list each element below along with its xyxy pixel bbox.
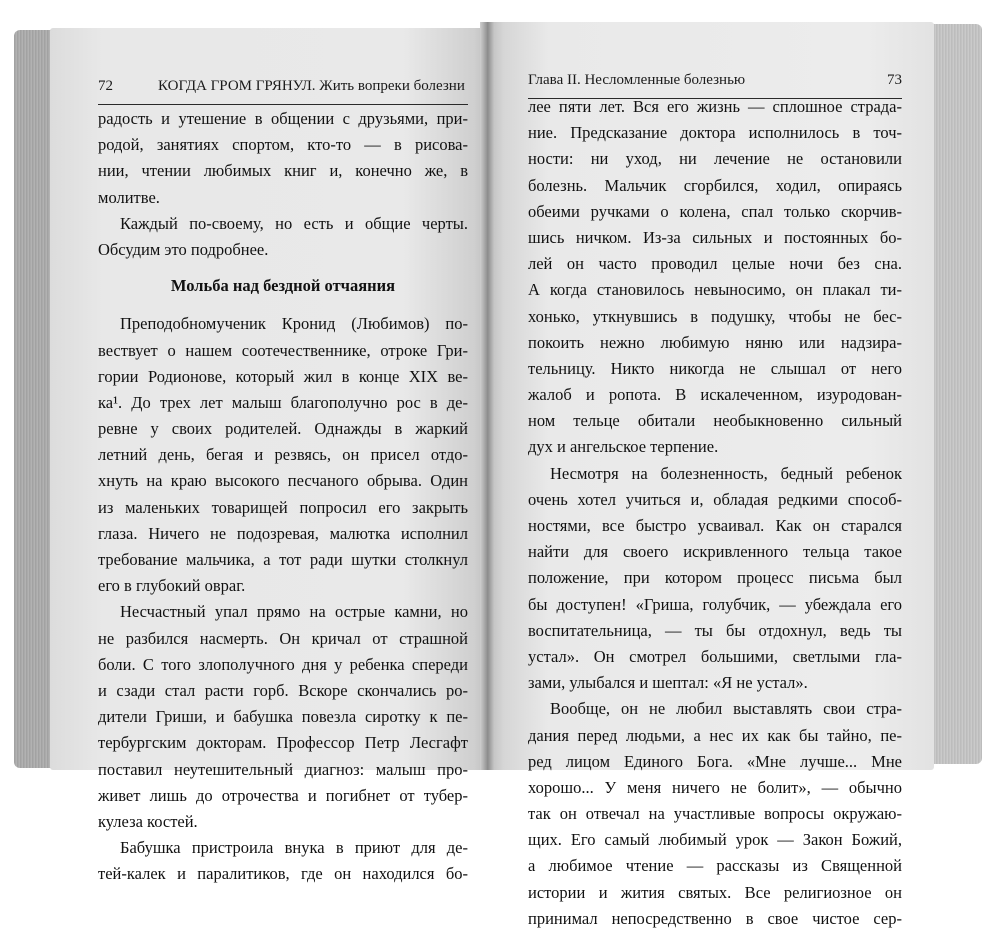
text-line: дания перед людьми, а нес их как бы тайно, пе- xyxy=(528,725,902,745)
text-line: из маленьких товарищей попросил его закрыть xyxy=(98,497,468,517)
text-line: его в глубокий овраг. xyxy=(98,576,246,596)
text-line: ностями, все быстро усваивал. Как он старался xyxy=(528,516,902,535)
right-body-text xyxy=(528,94,902,932)
book-gutter xyxy=(480,22,494,770)
right-page xyxy=(486,22,934,928)
left-page-number: 72 xyxy=(98,78,113,94)
left-paragraphs-after xyxy=(98,311,468,887)
text-line: поставил неутешительный диагноз: малыш про- xyxy=(98,759,468,779)
text-line: положение, при котором процесс письма был xyxy=(528,568,902,588)
text-line: покоить нежно любимую няню или надзира- xyxy=(528,332,902,352)
text-line: Обсудим это подробнее. xyxy=(98,239,269,259)
left-page xyxy=(50,28,492,884)
text-line: тей-калек и паралитиков, где он находился бо- xyxy=(98,864,468,884)
text-line: хонько, уткнувшись в подушку, чтобы не бес- xyxy=(528,306,902,326)
text-line: ние. Предсказание доктора исполнилось в точ- xyxy=(528,123,902,143)
left-paragraphs-before xyxy=(98,106,468,263)
text-line: очень хотел учиться и, обладая редкими способ- xyxy=(528,489,902,509)
text-line: тельницу. Никто никогда не слышал от него xyxy=(528,358,902,378)
text-line: радость и утешение в общении с друзьями, при- xyxy=(98,109,468,128)
right-header-title: Глава II. Несломленные болезнью xyxy=(528,72,746,88)
text-line: молитве. xyxy=(98,187,160,207)
text-line: ред лицом Единого Бога. «Мне лучше... Мне xyxy=(528,751,902,771)
left-running-header xyxy=(98,78,468,105)
text-line: истории и жития святых. Все религиозное он xyxy=(528,882,902,902)
text-line: дух и ангельское терпение. xyxy=(528,437,719,457)
text-line: лей он часто проводил целые ночи без сна. xyxy=(528,254,902,274)
right-paragraphs xyxy=(528,94,902,932)
text-line: бы доступен! «Гриша, голубчик, — убеждала его xyxy=(528,594,902,614)
text-line: глаза. Ничего не подозревая, малютка исполнил xyxy=(98,523,468,543)
text-line: хорошо... У меня ничего не болит», — обычно xyxy=(528,777,902,797)
left-header-title: КОГДА ГРОМ ГРЯНУЛ. Жить вопреки болезни xyxy=(158,78,465,94)
text-line: лее пяти лет. Вся его жизнь — сплошное страда- xyxy=(528,97,902,116)
text-line: Каждый по-своему, но есть и общие черты. xyxy=(120,213,468,233)
text-line: так он отвечал на участливые вопросы окружаю- xyxy=(528,804,902,824)
text-line: живет лишь до отрочества и погибнет от тубер- xyxy=(98,785,468,805)
text-line: нии, чтении любимых книг и, конечно же, в xyxy=(98,161,468,181)
text-line: устал». Он смотрел большими, светлыми гла- xyxy=(528,646,902,666)
text-line: не разбился насмерть. Он кричал от страшной xyxy=(98,628,468,648)
text-line: Бабушка пристроила внука в приют для де- xyxy=(120,838,468,858)
text-line: летний день, бегая и резвясь, он присел отдо- xyxy=(98,445,468,465)
text-line: зами, улыбался и шептал: «Я не устал». xyxy=(528,673,808,693)
text-line: и сзади стал расти горб. Вскоре скончались ро- xyxy=(98,680,468,700)
right-page-number: 73 xyxy=(887,72,902,88)
text-line: принимал непосредственно в свое чистое сер- xyxy=(528,908,902,928)
text-line: найти для своего искривленного тельца такое xyxy=(528,542,902,562)
text-line: ности: ни уход, ни лечение не остановили xyxy=(528,149,902,169)
text-line: гории Родионове, который жил в конце XIX ве- xyxy=(98,366,468,386)
text-line: родой, занятиях спортом, кто-то — в рисова- xyxy=(98,135,468,155)
text-line: а любимое чтение — рассказы из Священной xyxy=(528,856,902,876)
text-line: кулеза костей. xyxy=(98,811,198,831)
text-line: ном тельце обитали необыкновенно сильный xyxy=(528,411,902,431)
text-line: Преподобномученик Кронид (Любимов) по- xyxy=(120,314,468,334)
right-page-stack xyxy=(930,24,982,764)
text-line: боли. С того злополучного дня у ребенка спереди xyxy=(98,654,468,674)
text-line: хнуть на краю высокого песчаного обрыва. Один xyxy=(98,471,468,491)
text-line: Несчастный упал прямо на острые камни, но xyxy=(120,602,468,622)
text-line: вествует о нашем соотечественнике, отроке Гри- xyxy=(98,340,468,360)
text-line: А когда становилось невыносимо, он плакал ти- xyxy=(528,280,902,300)
left-body-text xyxy=(98,106,468,887)
text-line: болезнь. Мальчик сгорбился, ходил, опираясь xyxy=(528,175,902,195)
text-line: ка¹. До трех лет малыш благополучно рос в де- xyxy=(98,392,468,412)
text-line: ревне у своих родителей. Однажды в жаркий xyxy=(98,419,468,439)
text-line: Несмотря на болезненность, бедный ребенок xyxy=(550,463,902,483)
text-line: жалоб и ропота. В искалеченном, изуродован- xyxy=(528,385,902,405)
text-line: тербургским докторам. Профессор Петр Лесгафт xyxy=(98,733,468,753)
text-line: щих. Его самый любимый урок — Закон Божий, xyxy=(528,830,902,850)
text-line: дители Гриши, и бабушка повезла сиротку к пе- xyxy=(98,707,468,727)
text-line: шись ничком. Из-за сильных и постоянных бо- xyxy=(528,227,902,247)
text-line: Вообще, он не любил выставлять свои стра- xyxy=(550,699,902,719)
text-line: требование мальчика, а тот ради шутки столкнул xyxy=(98,550,468,569)
text-line: воспитательница, — ты бы отдохнул, ведь ты xyxy=(528,620,902,640)
text-line: обеими ручками о колена, спал только скорчив- xyxy=(528,201,902,221)
section-heading: Мольба над бездной отчаяния xyxy=(170,276,396,296)
